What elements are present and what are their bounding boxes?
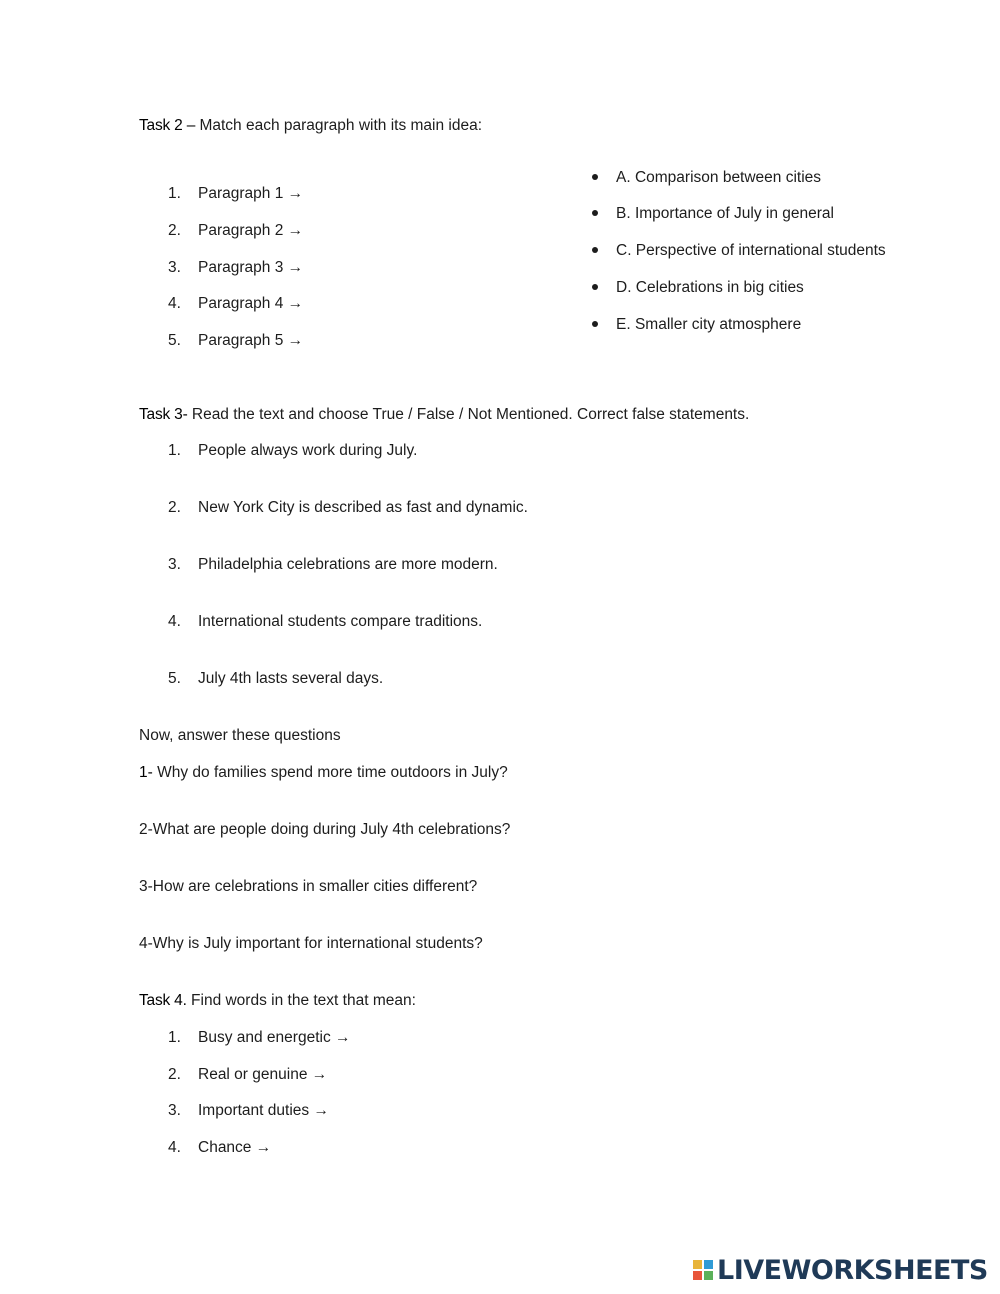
bullet-icon	[592, 210, 598, 216]
statement-text: International students compare traditions.	[198, 613, 483, 630]
paragraph-item	[168, 295, 303, 313]
item-number: 1.	[168, 185, 181, 202]
main-idea-text: E. Smaller city atmosphere	[616, 316, 802, 333]
vocab-text: Chance →	[198, 1139, 272, 1156]
item-number: 3.	[168, 259, 181, 276]
item-number: 1.	[168, 442, 181, 459]
logo-mark-icon	[693, 1260, 713, 1280]
main-idea-item	[592, 169, 821, 187]
paragraph-label: Paragraph 1 →	[198, 185, 304, 202]
logo-tile-icon	[693, 1260, 702, 1269]
vocab-text: Busy and energetic →	[198, 1029, 351, 1046]
paragraph-label: Paragraph 4 →	[198, 295, 304, 312]
task2-label: Task 2 –	[139, 117, 196, 134]
main-idea-text: C. Perspective of international students	[616, 242, 886, 259]
item-number: 4.	[168, 295, 181, 312]
item-number: 4.	[168, 613, 181, 630]
vocab-text: Real or genuine →	[198, 1066, 328, 1083]
bullet-icon	[592, 247, 598, 253]
statement-item	[168, 556, 498, 574]
main-idea-text: B. Importance of July in general	[616, 205, 834, 222]
question-1-text: Why do families spend more time outdoors in July?	[152, 764, 508, 781]
task3-label: Task 3-	[139, 406, 188, 423]
statement-item	[168, 613, 482, 631]
vocab-item	[168, 1066, 327, 1084]
task4-label: Task 4.	[139, 992, 187, 1009]
item-number: 5.	[168, 332, 181, 349]
task3-heading	[139, 406, 749, 424]
task2-instruction: Match each paragraph with its main idea:	[199, 117, 483, 134]
vocab-text: Important duties →	[198, 1102, 329, 1119]
vocab-item	[168, 1029, 351, 1047]
main-idea-text: D. Celebrations in big cities	[616, 279, 804, 296]
paragraph-label: Paragraph 5 →	[198, 332, 304, 349]
logo-tile-icon	[704, 1271, 713, 1280]
paragraph-item	[168, 185, 303, 203]
statement-text: People always work during July.	[198, 442, 418, 459]
logo-tile-icon	[693, 1271, 702, 1280]
main-idea-item	[592, 279, 804, 297]
liveworksheets-logo[interactable]	[693, 1255, 988, 1285]
main-idea-item	[592, 242, 886, 260]
task4-heading	[139, 992, 416, 1010]
statement-text: July 4th lasts several days.	[198, 670, 384, 687]
bullet-icon	[592, 284, 598, 290]
item-number: 2.	[168, 222, 181, 239]
statement-text: Philadelphia celebrations are more modern.	[198, 556, 498, 573]
question-4: 4-Why is July important for international students?	[139, 935, 483, 952]
statement-item	[168, 442, 417, 460]
statement-item	[168, 670, 383, 688]
paragraph-item	[168, 222, 303, 240]
item-number: 1.	[168, 1029, 181, 1046]
statement-item	[168, 499, 528, 517]
paragraph-item	[168, 332, 303, 350]
paragraph-label: Paragraph 3 →	[198, 259, 304, 276]
logo-tile-icon	[704, 1260, 713, 1269]
item-number: 2.	[168, 499, 181, 516]
item-number: 3.	[168, 556, 181, 573]
task3-instruction: Read the text and choose True / False / Not Mentioned. Correct false statements.	[191, 406, 750, 423]
paragraph-label: Paragraph 2 →	[198, 222, 304, 239]
logo-text: LIVEWORKSHEETS	[717, 1254, 988, 1286]
bullet-icon	[592, 174, 598, 180]
item-number: 5.	[168, 670, 181, 687]
main-idea-item	[592, 205, 834, 223]
question-2: 2-What are people doing during July 4th celebrations?	[139, 821, 511, 838]
main-idea-text: A. Comparison between cities	[616, 169, 822, 186]
questions-intro: Now, answer these questions	[139, 727, 341, 744]
question-3: 3-How are celebrations in smaller cities different?	[139, 878, 478, 895]
item-number: 2.	[168, 1066, 181, 1083]
bullet-icon	[592, 321, 598, 327]
item-number: 4.	[168, 1139, 181, 1156]
vocab-item	[168, 1139, 271, 1157]
question-1-number: 1-	[139, 764, 153, 781]
statement-text: New York City is described as fast and dynamic.	[198, 499, 528, 516]
task4-instruction: Find words in the text that mean:	[191, 992, 416, 1009]
question-1	[139, 764, 508, 782]
main-idea-item	[592, 316, 801, 334]
task2-heading	[139, 117, 482, 135]
paragraph-item	[168, 259, 303, 277]
vocab-item	[168, 1102, 329, 1120]
item-number: 3.	[168, 1102, 181, 1119]
